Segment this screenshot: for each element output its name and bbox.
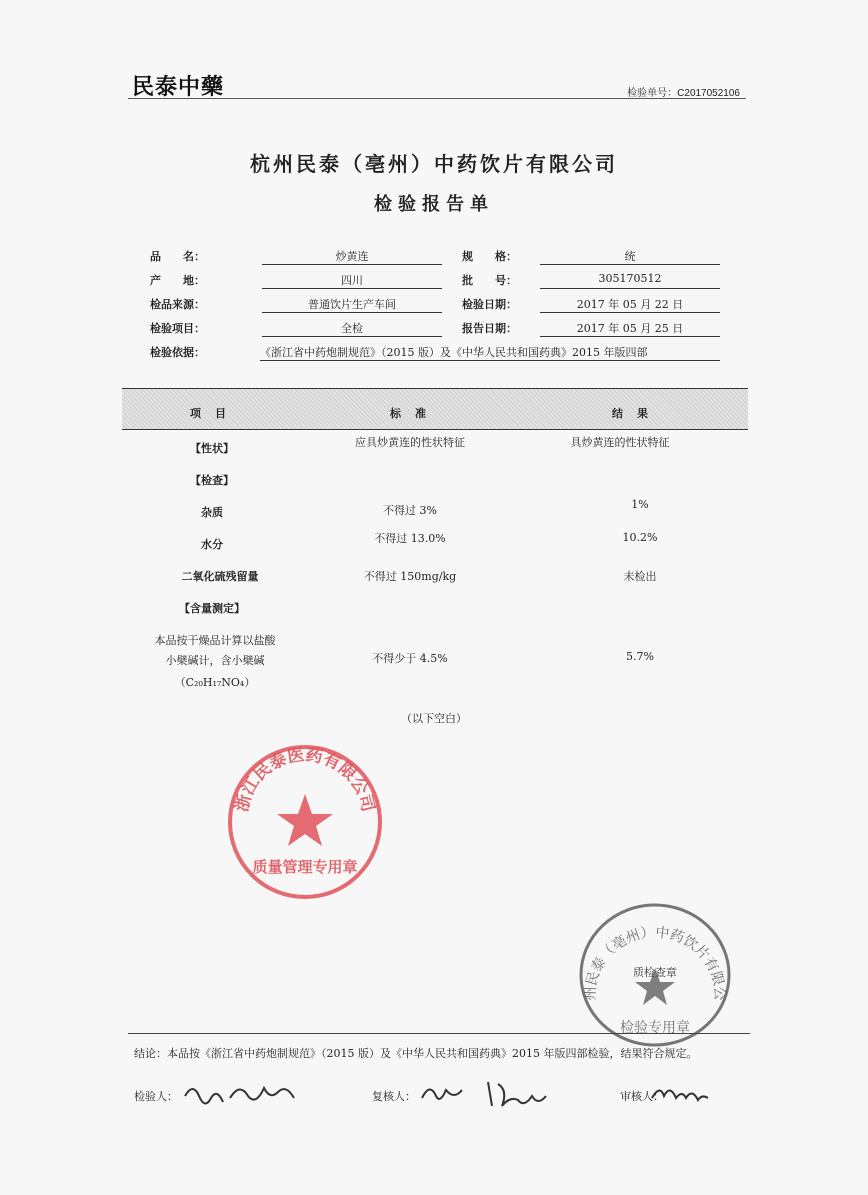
- product-name: 炒黄连: [262, 248, 442, 265]
- document-title: 检验报告单: [374, 194, 494, 215]
- inspector-signature: [180, 1076, 330, 1110]
- company-name: 杭州民泰（亳州）中药饮片有限公司: [250, 152, 618, 176]
- basis-value: 《浙江省中药炮制规范》（2015 版）及《中华人民共和国药典》2015 年版四部: [260, 344, 720, 361]
- info-row: [150, 272, 720, 294]
- content-item-line: 本品按干燥品计算以盐酸: [154, 634, 276, 647]
- header-standard: 标准: [390, 407, 440, 420]
- row-standard: 不得过 3%: [383, 504, 437, 517]
- test-date-value: 2017 年 05 月 22 日: [540, 296, 720, 313]
- stamp-center-text: 质检查章: [633, 966, 677, 979]
- origin-value: 四川: [262, 272, 442, 289]
- row-item: 二氧化硫残留量: [181, 570, 259, 583]
- report-date-value: 2017 年 05 月 25 日: [540, 320, 720, 337]
- row-item: 【含量测定】: [179, 602, 245, 615]
- table-header: [122, 388, 748, 430]
- row-result: 1%: [631, 498, 649, 511]
- spec-label: 规 格：: [462, 250, 517, 263]
- content-result: 5.7%: [626, 650, 654, 663]
- header-result: 结果: [612, 407, 662, 420]
- row-item: 水分: [201, 538, 223, 551]
- header-divider: [128, 98, 746, 99]
- footer-divider: [128, 1033, 750, 1034]
- conclusion: 结论：本品按《浙江省中药炮制规范》（2015 版）及《中华人民共和国药典》2015 年版四部检验，结果符合规定。: [134, 1047, 698, 1060]
- header-item: 项目: [190, 407, 240, 420]
- quality-stamp: [225, 742, 385, 902]
- content-item-line: （C₂₀H₁₇NO₄）: [174, 676, 256, 689]
- item-label: 检验项目：: [150, 322, 205, 335]
- report-number: 检验单号：C2017052106: [627, 88, 740, 99]
- item-value: 全检: [262, 320, 442, 337]
- stamp-center-text: 质量管理专用章: [252, 858, 358, 876]
- report-date-label: 报告日期：: [462, 322, 517, 335]
- spec-value: 统: [540, 248, 720, 265]
- reviewer-signature: [418, 1074, 568, 1110]
- row-result: 未检出: [623, 570, 657, 583]
- approver-signature: [648, 1076, 718, 1106]
- content-item-line: 小檗碱计，含小檗碱: [165, 654, 265, 667]
- row-item: 杂质: [201, 506, 223, 519]
- stamp-ring-text: 浙江民泰医药有限公司: [232, 745, 378, 814]
- star-icon: [277, 794, 333, 846]
- source-label: 检品来源：: [150, 298, 205, 311]
- info-row: [150, 320, 720, 342]
- row-item: 【检查】: [190, 474, 234, 487]
- end-note: （以下空白）: [401, 712, 467, 725]
- test-date-label: 检验日期：: [462, 298, 517, 311]
- info-row: [150, 248, 720, 270]
- name-label: 品 名：: [150, 250, 205, 263]
- row-standard: 不得过 13.0%: [374, 532, 446, 545]
- company-logo: 民泰中藥: [132, 74, 225, 100]
- info-row: [150, 344, 720, 366]
- row-item: 【性状】: [190, 442, 234, 455]
- row-result: 10.2%: [622, 531, 658, 544]
- source-value: 普通饮片生产车间: [262, 296, 442, 313]
- stamp-bottom-text: 检验专用章: [620, 1020, 690, 1036]
- content-standard: 不得少于 4.5%: [372, 652, 448, 665]
- reviewer-label: 复核人：: [372, 1090, 416, 1103]
- inspector-label: 检验人：: [134, 1090, 178, 1103]
- stamp-ring-text: 州民泰（亳州）中药饮片有限公: [582, 924, 728, 1001]
- row-standard: 不得过 150mg/kg: [363, 570, 457, 583]
- batch-label: 批 号：: [462, 274, 517, 287]
- row-standard: 应具炒黄连的性状特征: [355, 436, 465, 449]
- row-result: 具炒黄连的性状特征: [570, 436, 670, 449]
- batch-value: 305170512: [540, 272, 720, 289]
- approver-label: 审核人：: [620, 1090, 664, 1103]
- origin-label: 产 地：: [150, 274, 205, 287]
- inspection-stamp: [575, 900, 735, 1050]
- basis-label: 检验依据：: [150, 346, 205, 359]
- info-row: [150, 296, 720, 318]
